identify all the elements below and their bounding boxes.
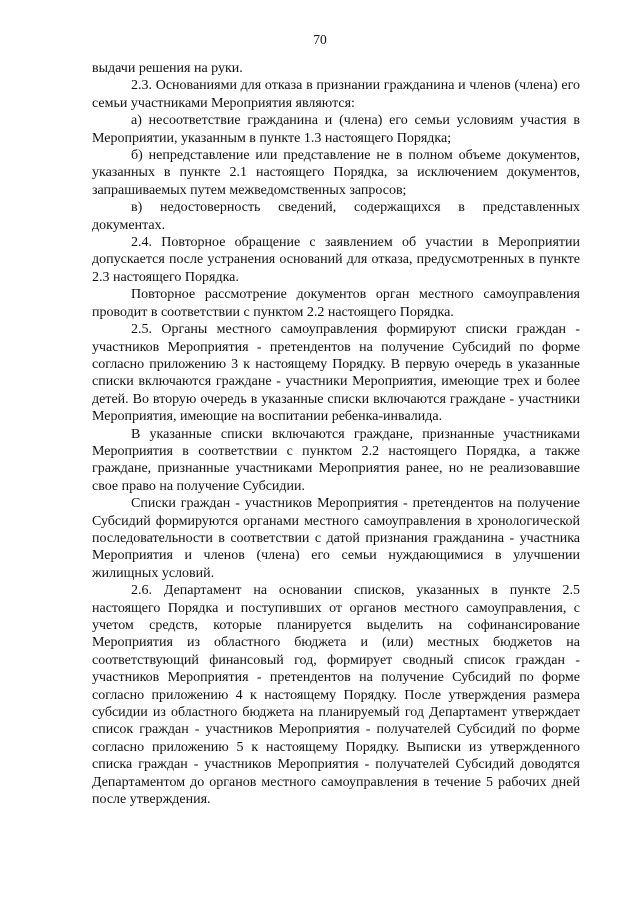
paragraph-2-5-inclusion: В указанные списки включаются граждане, признанные участниками Мероприятия в соответствии с пунктом 2.2 настоящего Порядка, а также граждане, признанные участниками Мероприятия ранее, но не реализовавшие свое право на получение Субсидии. <box>92 426 580 494</box>
list-item-b: б) непредставление или представление не в полном объеме документов, указанных в пункте 2.1 настоящего Порядка, за исключением документов, запрашиваемых путем межведомственных запросов; <box>92 148 580 198</box>
list-item-c: в) недостоверность сведений, содержащихся в представленных документах. <box>92 200 580 233</box>
paragraph-2-5: 2.5. Органы местного самоуправления формируют списки граждан - участников Мероприятия - претендентов на получение Субсидий по форме согласно приложению 3 к настоящему Порядку. В первую очередь в указанные списки включаются граждане - участники Мероприятия, имеющие трех и более детей. Во вторую очередь в указанные списки включаются граждане - участники Мероприятия, имеющие на воспитании ребенка-инвалида. <box>92 322 580 425</box>
page-number: 70 <box>313 32 327 47</box>
paragraph-continuation: выдачи решения на руки. <box>92 61 243 76</box>
paragraph-2-4-repeat-review: Повторное рассмотрение документов орган местного самоуправления проводит в соответствии с пунктом 2.2 настоящего Порядка. <box>92 287 580 320</box>
paragraph-2-5-lists: Списки граждан - участников Мероприятия - претендентов на получение Субсидий формируются органами местного самоуправления в хронологической последовательности в соответствии с датой признания гражданина - участника Мероприятия и членов (члена) его семьи нуждающимися в улучшении жилищных условий. <box>92 496 580 581</box>
list-item-a: а) несоответствие гражданина и (члена) его семьи условиям участия в Мероприятии, указанным в пункте 1.3 настоящего Порядка; <box>92 113 580 146</box>
paragraph-2-4: 2.4. Повторное обращение с заявлением об участии в Мероприятии допускается после устранения оснований для отказа, предусмотренных в пункте 2.3 настоящего Порядка. <box>92 235 580 285</box>
document-body <box>92 60 580 808</box>
paragraph-2-3: 2.3. Основаниями для отказа в признании гражданина и членов (члена) его семьи участниками Мероприятия являются: <box>92 78 580 111</box>
paragraph-2-6: 2.6. Департамент на основании списков, указанных в пункте 2.5 настоящего Порядка и поступивших от органов местного самоуправления, с учетом средств, которые планируется выделить на софинансирование Мероприятия из областного бюджета и (или) местных бюджетов на соответствующий финансовый год, формирует сводный список граждан - участников Мероприятия - претендентов на получение Субсидий по форме согласно приложению 4 к настоящему Порядку. После утверждения размера субсидии из областного бюджета на планируемый год Департамент утверждает список граждан - участников Мероприятия - получателей Субсидий по форме согласно приложению 5 к настоящему Порядку. Выписки из утвержденного списка граждан - участников Мероприятия - получателей Субсидий доводятся Департаментом до органов местного самоуправления в течение 5 рабочих дней после утверждения. <box>92 583 580 808</box>
